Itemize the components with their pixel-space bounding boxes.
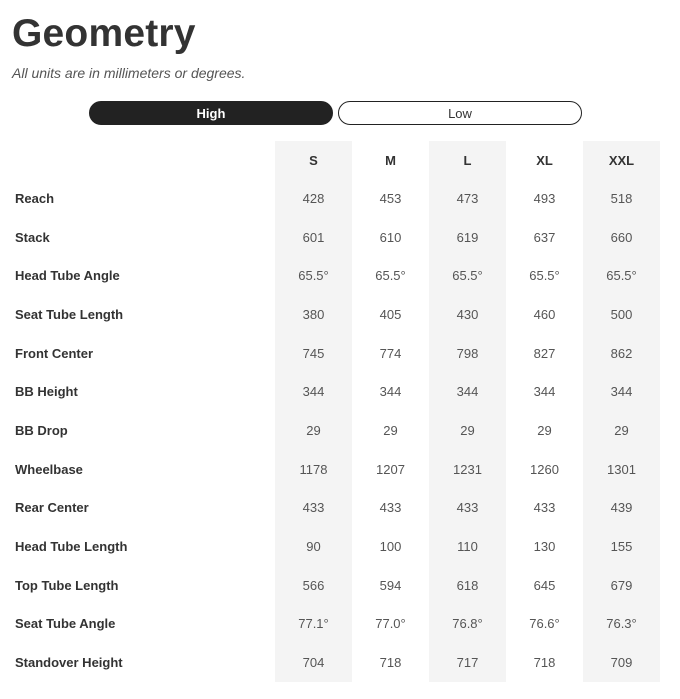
header-label-cell bbox=[0, 141, 275, 179]
value-cell-xxl: 660 bbox=[583, 218, 660, 257]
row-label: Wheelbase bbox=[15, 461, 83, 477]
value-cell-xl: 1260 bbox=[530, 461, 559, 477]
value-cell-s: 745 bbox=[275, 334, 352, 373]
row-tail-cell bbox=[660, 527, 680, 566]
value-cell-l: 798 bbox=[429, 334, 506, 373]
row-tail-cell bbox=[660, 372, 680, 411]
row-tail-cell bbox=[660, 643, 680, 682]
value-cell-xxl: 518 bbox=[583, 179, 660, 218]
value-cell-s: 344 bbox=[275, 372, 352, 411]
value-cell-xl: 637 bbox=[533, 229, 556, 245]
table-row bbox=[0, 334, 680, 373]
value-cell-xxl: 76.3° bbox=[583, 605, 660, 644]
table-row bbox=[0, 643, 680, 682]
value-cell-s: 428 bbox=[275, 179, 352, 218]
value-cell-l: 29 bbox=[429, 411, 506, 450]
table-body bbox=[0, 179, 680, 682]
table-row bbox=[0, 605, 680, 644]
row-label: Seat Tube Angle bbox=[15, 616, 116, 632]
value-cell-l: 619 bbox=[429, 218, 506, 257]
table-row bbox=[0, 566, 680, 605]
row-label: Reach bbox=[15, 190, 55, 206]
value-cell-s: 65.5° bbox=[275, 256, 352, 295]
value-cell-xxl: 439 bbox=[583, 489, 660, 528]
value-cell-s: 90 bbox=[275, 527, 352, 566]
row-tail-cell bbox=[660, 256, 680, 295]
value-cell-m: 344 bbox=[379, 384, 402, 400]
value-cell-xl: 493 bbox=[533, 190, 556, 206]
value-cell-m: 453 bbox=[379, 190, 402, 206]
table-row bbox=[0, 372, 680, 411]
value-cell-m: 65.5° bbox=[375, 268, 406, 284]
row-label: Stack bbox=[15, 229, 50, 245]
row-tail-cell bbox=[660, 218, 680, 257]
value-cell-xl: 344 bbox=[533, 384, 556, 400]
value-cell-s: 29 bbox=[275, 411, 352, 450]
value-cell-xl: 827 bbox=[533, 345, 556, 361]
value-cell-l: 473 bbox=[429, 179, 506, 218]
value-cell-xl: 130 bbox=[533, 539, 556, 555]
size-header-m: M bbox=[385, 152, 396, 168]
value-cell-xl: 460 bbox=[533, 306, 556, 322]
value-cell-l: 1231 bbox=[429, 450, 506, 489]
value-cell-xxl: 29 bbox=[583, 411, 660, 450]
row-tail-cell bbox=[660, 411, 680, 450]
toggle-high-button[interactable]: High bbox=[89, 101, 333, 125]
geometry-mode-toggle bbox=[89, 101, 582, 125]
value-cell-m: 433 bbox=[379, 500, 402, 516]
value-cell-l: 717 bbox=[429, 643, 506, 682]
value-cell-l: 65.5° bbox=[429, 256, 506, 295]
row-label: BB Drop bbox=[15, 422, 68, 438]
row-label: Top Tube Length bbox=[15, 577, 119, 593]
value-cell-xl: 718 bbox=[533, 655, 556, 671]
value-cell-xxl: 155 bbox=[583, 527, 660, 566]
row-label: Standover Height bbox=[15, 655, 123, 671]
value-cell-xl: 29 bbox=[537, 422, 552, 438]
header-tail-cell bbox=[660, 141, 680, 179]
value-cell-xxl: 344 bbox=[583, 372, 660, 411]
value-cell-xl: 433 bbox=[533, 500, 556, 516]
value-cell-l: 430 bbox=[429, 295, 506, 334]
units-subtitle: All units are in millimeters or degrees. bbox=[12, 65, 246, 81]
value-cell-s: 601 bbox=[275, 218, 352, 257]
row-label: BB Height bbox=[15, 384, 78, 400]
value-cell-m: 1207 bbox=[376, 461, 405, 477]
row-label: Seat Tube Length bbox=[15, 306, 124, 322]
row-tail-cell bbox=[660, 489, 680, 528]
value-cell-s: 1178 bbox=[275, 450, 352, 489]
row-tail-cell bbox=[660, 295, 680, 334]
page-title: Geometry bbox=[12, 12, 196, 55]
value-cell-xl: 65.5° bbox=[529, 268, 560, 284]
geometry-table bbox=[0, 141, 680, 682]
row-tail-cell bbox=[660, 334, 680, 373]
row-label: Front Center bbox=[15, 345, 93, 361]
row-tail-cell bbox=[660, 179, 680, 218]
value-cell-l: 110 bbox=[429, 527, 506, 566]
value-cell-s: 77.1° bbox=[275, 605, 352, 644]
table-row bbox=[0, 218, 680, 257]
value-cell-xxl: 709 bbox=[583, 643, 660, 682]
value-cell-xxl: 679 bbox=[583, 566, 660, 605]
row-tail-cell bbox=[660, 450, 680, 489]
value-cell-xl: 645 bbox=[533, 577, 556, 593]
table-row bbox=[0, 527, 680, 566]
value-cell-xl: 76.6° bbox=[529, 616, 560, 632]
value-cell-l: 618 bbox=[429, 566, 506, 605]
table-row bbox=[0, 411, 680, 450]
header-row bbox=[0, 141, 680, 179]
value-cell-m: 100 bbox=[379, 539, 402, 555]
table-header bbox=[0, 141, 680, 179]
value-cell-s: 566 bbox=[275, 566, 352, 605]
table-row bbox=[0, 179, 680, 218]
size-header-s: S bbox=[275, 141, 352, 179]
size-header-xl: XL bbox=[536, 152, 553, 168]
value-cell-l: 433 bbox=[429, 489, 506, 528]
value-cell-l: 344 bbox=[429, 372, 506, 411]
toggle-low-button[interactable]: Low bbox=[338, 101, 582, 125]
table-row bbox=[0, 295, 680, 334]
value-cell-s: 380 bbox=[275, 295, 352, 334]
size-header-l: L bbox=[429, 141, 506, 179]
row-label: Head Tube Angle bbox=[15, 268, 120, 284]
table-row bbox=[0, 489, 680, 528]
value-cell-xxl: 500 bbox=[583, 295, 660, 334]
value-cell-m: 774 bbox=[379, 345, 402, 361]
row-label: Rear Center bbox=[15, 500, 89, 516]
size-header-xxl: XXL bbox=[583, 141, 660, 179]
value-cell-s: 433 bbox=[275, 489, 352, 528]
table-row bbox=[0, 450, 680, 489]
value-cell-m: 594 bbox=[379, 577, 402, 593]
row-tail-cell bbox=[660, 605, 680, 644]
value-cell-xxl: 1301 bbox=[583, 450, 660, 489]
row-label: Head Tube Length bbox=[15, 539, 128, 555]
value-cell-m: 610 bbox=[379, 229, 402, 245]
value-cell-m: 77.0° bbox=[375, 616, 406, 632]
table-row bbox=[0, 256, 680, 295]
value-cell-m: 405 bbox=[379, 306, 402, 322]
value-cell-m: 718 bbox=[379, 655, 402, 671]
row-tail-cell bbox=[660, 566, 680, 605]
value-cell-m: 29 bbox=[383, 422, 398, 438]
value-cell-xxl: 65.5° bbox=[583, 256, 660, 295]
value-cell-s: 704 bbox=[275, 643, 352, 682]
value-cell-l: 76.8° bbox=[429, 605, 506, 644]
value-cell-xxl: 862 bbox=[583, 334, 660, 373]
